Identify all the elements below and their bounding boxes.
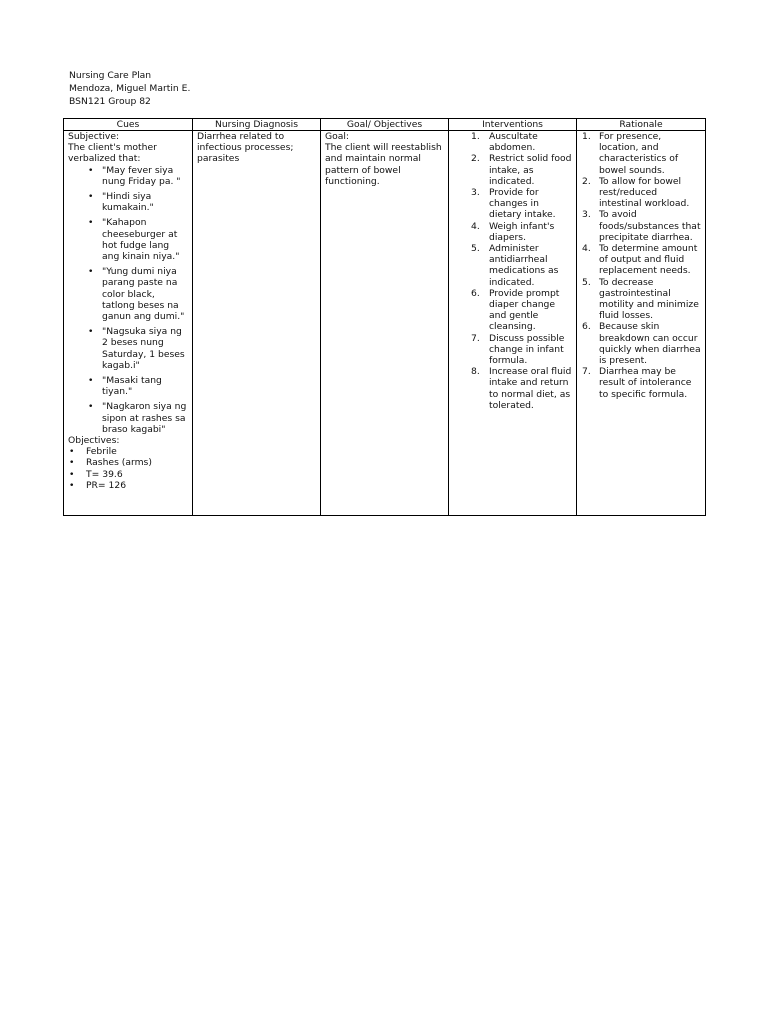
list-item: • "Hindi siya kumakain." [68,191,188,213]
list-number: 6. [582,321,591,333]
rationale-text: To decrease gastrointestinal motility and minimize fluid losses. [599,276,699,322]
list-number: 5. [471,243,480,255]
list-number: 3. [471,187,480,199]
list-number: 6. [471,287,480,299]
intervention-text: Weigh infant's diapers. [489,220,555,243]
table-header-row [64,119,706,131]
interventions-list [453,131,572,411]
goal-cell [321,131,449,516]
list-number: 8. [471,366,480,378]
list-item [581,209,701,243]
column-header-nursing-diagnosis: Nursing Diagnosis [193,119,321,131]
document-title: Nursing Care Plan [69,70,152,81]
rationale-text: Because skin breakdown can occur quickly when diarrhea is present. [599,321,701,367]
objectives-label: Objectives: [68,435,120,447]
intervention-text: Provide prompt diaper change and gentle cleansing. [489,287,560,333]
list-item [453,243,572,288]
list-item [581,176,701,210]
column-header-cues: Cues [64,119,193,131]
list-item [453,187,572,221]
list-number: 1. [471,131,480,142]
student-name: Mendoza, Miguel Martin E. [69,83,191,94]
subjective-intro: The client's mother verbalized that: [68,142,157,165]
list-item [581,131,701,176]
goal-label: Goal: [325,131,350,142]
list-item: • Febrile [68,446,188,457]
rationale-text: To avoid foods/substances that precipitate diarrhea. [599,209,701,243]
intervention-text: Increase oral fluid intake and return to normal diet, as tolerated. [489,366,572,411]
list-number: 4. [471,220,480,232]
list-item [581,277,701,322]
list-item: • "Yung dumi niya parang paste na color black, tatlong beses na ganun ang dumi." [68,266,188,322]
goal-text: The client will reestablish and maintain normal pattern of bowel functioning. [325,142,442,187]
diagnosis-cell [193,131,321,516]
list-item: • "May fever siya nung Friday pa. " [68,165,188,187]
list-item: • Rashes (arms) [68,457,188,468]
interventions-cell [449,131,577,516]
rationale-text: For presence, location, and characteristics of bowel sounds. [599,131,679,176]
list-number: 4. [582,243,591,255]
list-number: 2. [471,153,480,165]
intervention-text: Discuss possible change in infant formula. [489,332,565,367]
list-item [453,366,572,411]
list-item: • "Kahapon cheeseburger at hot fudge lang ang kinain niya." [68,217,188,262]
list-item [581,321,701,366]
cues-cell [64,131,193,516]
document-header [69,69,190,108]
column-header-goal-objectives: Goal/ Objectives [321,119,449,131]
list-item: • "Nagkaron siya ng sipon at rashes sa braso kagabi" [68,401,188,435]
list-number: 7. [471,332,480,344]
list-item: • T= 39.6 [68,469,188,480]
objectives-list [68,446,188,491]
intervention-text: Auscultate abdomen. [489,131,538,154]
list-item: • "Masaki tang tiyan." [68,375,188,397]
care-plan-table [63,118,706,516]
subjective-label: Subjective: [68,131,120,142]
list-item [453,333,572,367]
column-header-interventions: Interventions [449,119,577,131]
rationale-cell [577,131,706,516]
list-number: 5. [582,276,591,288]
rationale-text: To determine amount of output and fluid replacement needs. [599,243,698,277]
intervention-text: Provide for changes in dietary intake. [489,187,556,221]
rationale-list [581,131,701,400]
list-item: • PR= 126 [68,480,188,491]
list-number: 2. [582,175,591,187]
list-item: • "Nagsuka siya ng 2 beses nung Saturday, 1 beses kagab.i" [68,326,188,371]
list-item [453,153,572,187]
list-item [453,221,572,243]
class-group: BSN121 Group 82 [69,96,151,107]
list-item [453,288,572,333]
intervention-text: Administer antidiarrheal medications as indicated. [489,243,559,288]
list-item [581,243,701,277]
list-number: 1. [582,131,591,142]
intervention-text: Restrict solid food intake, as indicated. [489,153,572,187]
rationale-text: To allow for bowel rest/reduced intestinal workload. [599,175,690,210]
list-item [453,131,572,153]
nursing-diagnosis-text: Diarrhea related to infectious processes; parasites [197,131,294,165]
column-header-rationale: Rationale [577,119,706,131]
list-item [581,366,701,400]
list-number: 3. [582,209,591,221]
rationale-text: Diarrhea may be result of intolerance to specific formula. [599,366,692,400]
table-row [64,131,706,516]
subjective-statements-list [68,165,188,435]
list-number: 7. [582,366,591,378]
